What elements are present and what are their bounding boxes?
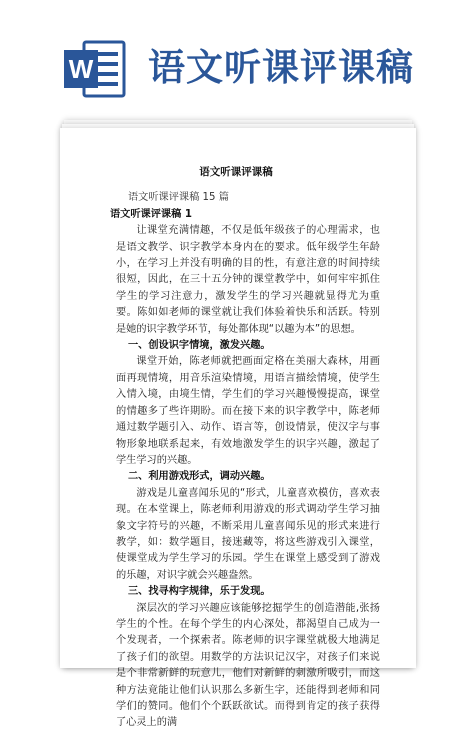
document-page	[60, 128, 416, 729]
paragraph: 深层次的学习兴趣应该能够挖掘学生的创造潜能,张扬学生的个性。在每个学生的内心深处，都渴望自己成为一个发现者，一个探索者。陈老师的识字课堂就极大地满足了孩子们的欲望。用数学的方法识记汉字，对孩子们来说是个非常新鲜的玩意儿，他们对新鲜的刺激所吸引，而这种方法竟能让他们认识那么多新生字，还能得到老师和同学们的赞同。他们个个跃跃欲试。而得到肯定的孩子获得了心灵上的满	[116, 602, 380, 729]
document-preview	[60, 120, 416, 729]
paragraph: 课堂开始，陈老师就把画面定格在美丽大森林，用画面再现情境，用音乐渲染情境，用语言描绘情境，使学生入情入境，由境生情，学生们的学习兴趣慢慢提高，课堂的情趣多了些许期盼。而在接下来的识字教学中，陈老师通过数学题引入、动作、语言等，创设情景，使汉字与事物形象地联系起来，有效地激发学生的识字兴趣，激起了学生学习的兴趣。	[116, 356, 380, 466]
subheading: 二、利用游戏形式，调动兴趣。	[128, 471, 271, 483]
section-heading: 语文听课评课稿 1	[110, 208, 192, 220]
word-document-icon	[62, 38, 128, 100]
document-subtitle: 语文听课评课稿 15 篇	[128, 192, 229, 204]
banner	[0, 0, 474, 130]
subheading: 一、创设识字情境，激发兴趣。	[128, 340, 271, 352]
document-body	[60, 128, 416, 729]
svg-text:W: W	[68, 54, 94, 84]
document-title: 语文听课评课稿	[199, 166, 273, 178]
subheading: 三、找寻构字规律，乐于发现。	[128, 586, 271, 598]
paragraph: 让课堂充满情趣，不仅是低年级孩子的心理需求，也是语文教学、识字教学本身内在的要求。低年级学生年龄小，在学习上并没有明确的目的性，有意注意的时间持续很短，因此，在三十五分钟的课堂教学中，如何牢牢抓住学生的学习注意力，激发学生的学习兴趣就显得尤为重要。陈如如老师的课堂就让我们体验着快乐和活跃。特别是她的识字教学环节，每处都体现“以趣为本”的思想。	[116, 225, 380, 335]
paragraph: 游戏是儿童喜闻乐见的“形式，儿童喜欢模仿，喜欢表现。在本堂课上，陈老师利用游戏的形式调动学生学习抽象文字符号的兴趣，不断采用儿童喜闻乐见的形式来进行教学，如：数学题目，接迷藏等，将这些游戏引入课堂，使课堂成为学生学习的乐园。学生在课堂上感受到了游戏的乐趣，对识字就会兴趣盎然。	[116, 487, 380, 581]
banner-title: 语文听课评课稿	[148, 46, 414, 89]
